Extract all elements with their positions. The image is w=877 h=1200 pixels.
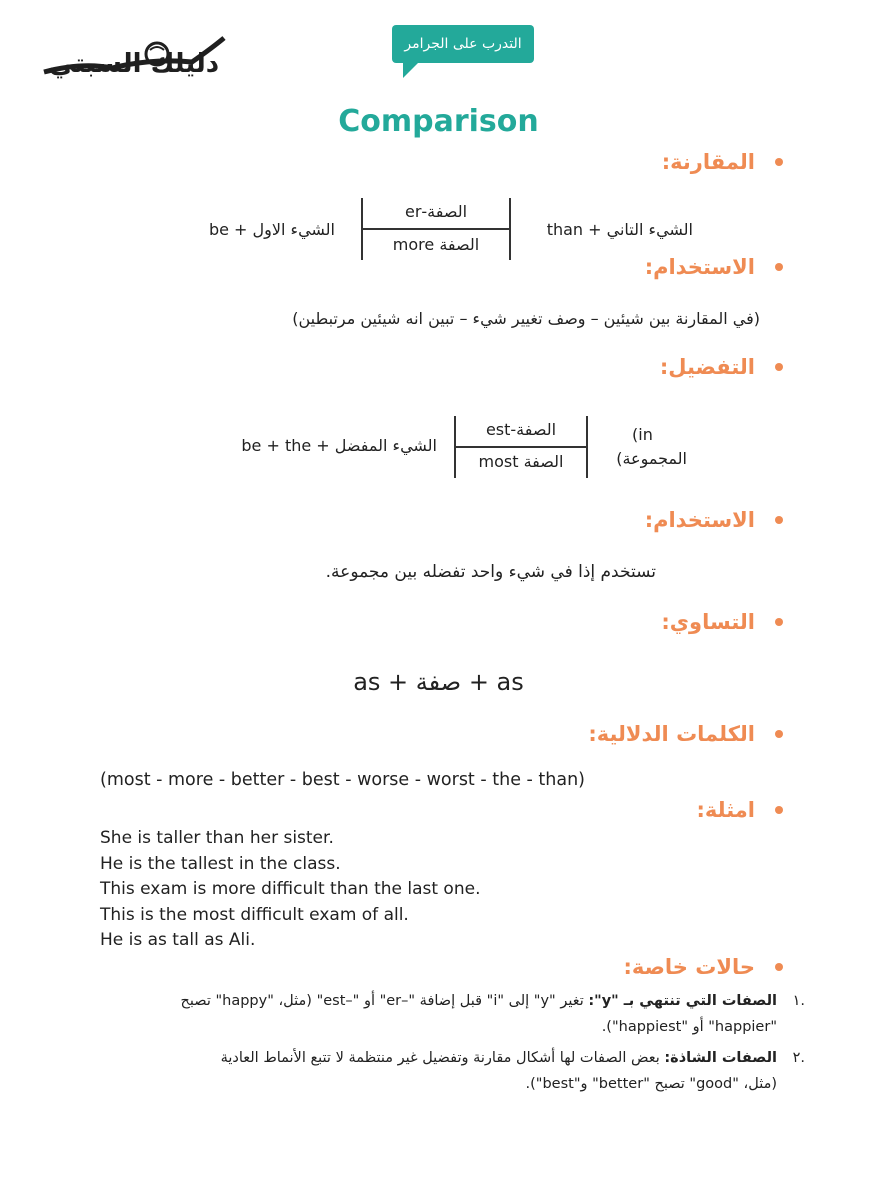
keywords-text: (most - more - better - best - worse - worst - the - than): [100, 770, 585, 790]
heading-usage-2: الاستخدام:: [645, 508, 783, 532]
rule-text: تغير "y" إلى "i" قبل إضافة "–er" أو "–est" (مثل، "happy" تصبح: [180, 993, 589, 1009]
special-rule-2: [97, 1045, 805, 1097]
rule-text: بعض الصفات لها أشكال مقارنة وتفضيل غير منتظمة لا تتبع الأنماط العادية: [220, 1050, 665, 1066]
bullet-icon: [775, 963, 783, 971]
fraction-line: [454, 446, 588, 448]
bullet-icon: [775, 730, 783, 738]
usage-2-text: تستخدم إذا في شيء واحد تفضله بين مجموعة.: [325, 562, 656, 582]
superlative-bottom-box: الصفة most: [478, 452, 564, 471]
equality-formula: as + صفة + as: [353, 668, 524, 696]
svg-text:دليلك السبتي: دليلك السبتي: [48, 49, 220, 79]
badge-tail: [403, 62, 419, 78]
example-item: She is taller than her sister.: [100, 828, 334, 848]
superlative-right-line-2: المجموعة): [616, 449, 687, 468]
fraction-line: [361, 228, 511, 230]
bracket-right: [509, 198, 511, 260]
rule-title: الصفات التي تنتهي بـ "y":: [588, 993, 777, 1009]
special-rule-1: [97, 988, 805, 1040]
usage-1-text: (في المقارنة بين شيئين – وصف تغيير شيء – تبين انه شيئين مرتبطين): [292, 309, 760, 328]
superlative-left-part: الشيء المفضل + be + the: [241, 436, 437, 455]
rule-number: .١: [792, 993, 805, 1009]
examples-list: [100, 826, 480, 954]
rule-text-cont: (مثل، "good" تصبح "better" و"best").: [525, 1076, 777, 1092]
bullet-icon: [775, 806, 783, 814]
heading-comparative: المقارنة:: [662, 150, 783, 174]
bullet-icon: [775, 516, 783, 524]
bracket-right: [586, 416, 588, 478]
bullet-icon: [775, 363, 783, 371]
bullet-icon: [775, 618, 783, 626]
comparative-right-part: الشيء التاني + than: [546, 220, 693, 239]
page-title: Comparison: [338, 104, 539, 139]
heading-superlative: التفضيل:: [660, 355, 783, 379]
logo: [42, 28, 227, 84]
logo-icon: [42, 28, 227, 84]
heading-keywords: الكلمات الدلالية:: [588, 722, 783, 746]
heading-special-cases: حالات خاصة:: [623, 955, 783, 979]
comparative-left-part: الشيء الاول + be: [208, 220, 335, 239]
rule-title: الصفات الشاذة:: [664, 1050, 777, 1066]
heading-examples: امثلة:: [697, 798, 783, 822]
heading-equality: التساوي:: [661, 610, 783, 634]
comparative-bottom-box: الصفة more: [392, 235, 480, 254]
example-item: He is the tallest in the class.: [100, 853, 341, 874]
superlative-top-box: الصفة-est: [485, 420, 557, 439]
example-item: This is the most difficult exam of all.: [100, 904, 409, 925]
comparative-top-box: الصفة-er: [404, 202, 468, 221]
badge-label: التدرب على الجرامر: [404, 36, 522, 52]
section-badge: [392, 25, 534, 63]
superlative-right-line-1: (in: [632, 425, 653, 444]
bullet-icon: [775, 158, 783, 166]
bullet-icon: [775, 263, 783, 271]
heading-usage-1: الاستخدام:: [645, 255, 783, 279]
rule-text-cont: "happier" أو "happiest").: [601, 1019, 777, 1035]
example-item: He is as tall as Ali.: [100, 930, 256, 950]
rule-number: .٢: [792, 1050, 805, 1066]
example-item: This exam is more difficult than the last one.: [100, 879, 481, 899]
